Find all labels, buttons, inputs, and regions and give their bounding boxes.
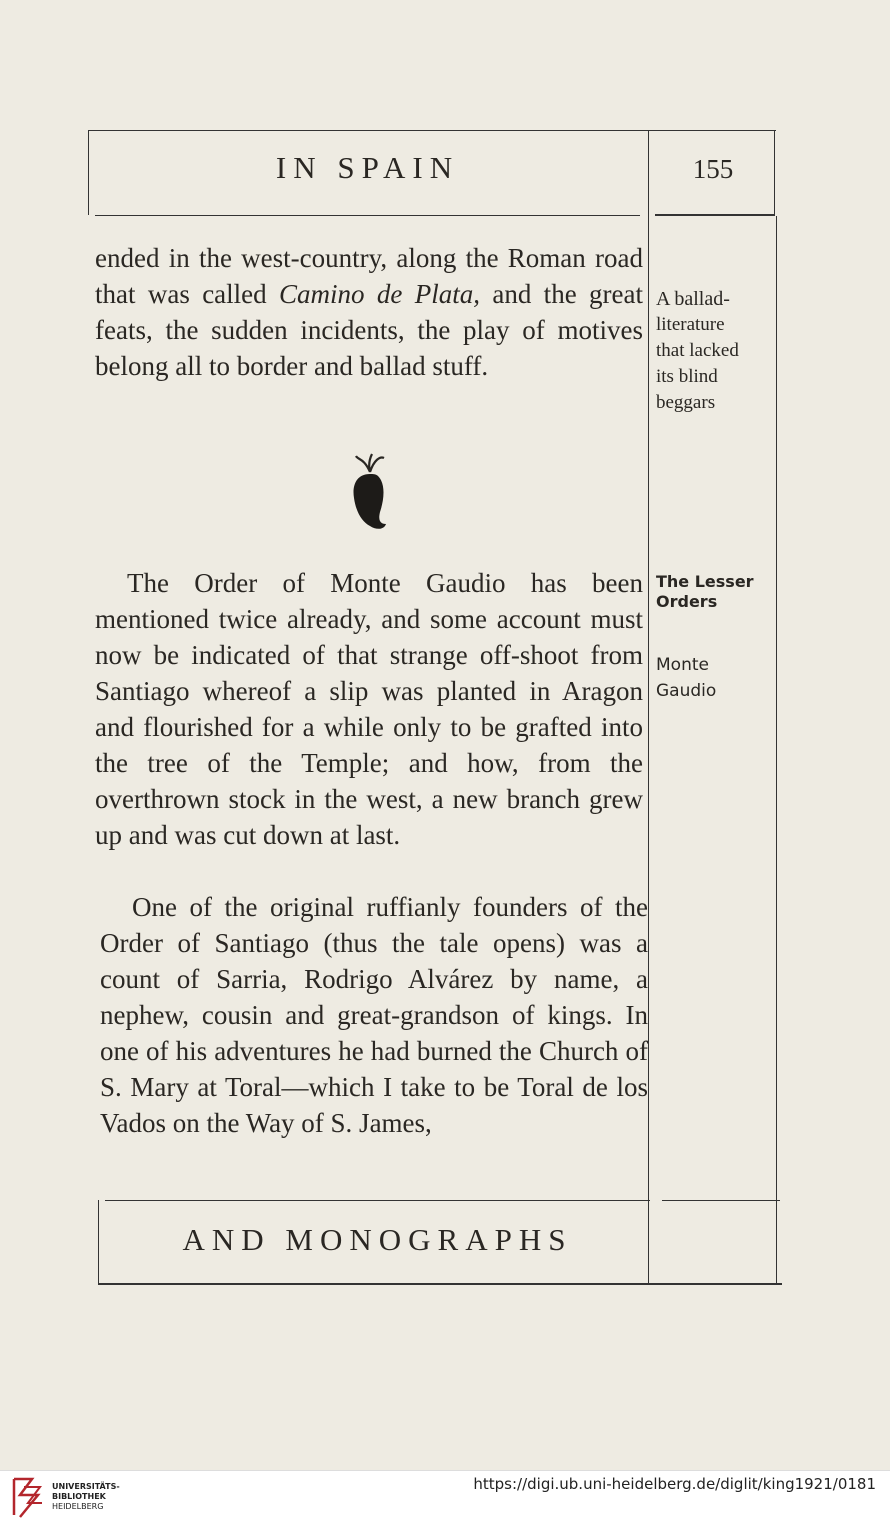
paragraph-1-italic: Camino de Plata, bbox=[279, 279, 480, 309]
library-logo-text[interactable] bbox=[52, 1482, 120, 1512]
sidenote-line: Orders bbox=[656, 592, 718, 611]
sidenote-line: literature bbox=[656, 314, 725, 335]
paragraph-1-text-b: and the great feats, the sudden incidents, the play of motives belong all to border and ballad stuff. bbox=[95, 279, 643, 381]
page-number: 155 bbox=[692, 154, 734, 184]
paragraph-3: One of the original ruffianly founders of the Order of Santiago (thus the tale opens) was a count of Sarria, Rodrigo Alvárez by name, a nephew, cousin and great-grandson of kings. In one of his adventures he had burned the Church of S. Mary at Toral—which I take to be Toral de los Vados on the Way of S. James, bbox=[100, 892, 648, 1138]
frame-bottom-rule bbox=[98, 1283, 782, 1285]
paragraph-2: The Order of Monte Gaudio has been mentioned twice already, and some account must now be indicated of that strange off-shoot from Santiago whereof a slip was planted in Aragon and flourished for a while only to be grafted into the tree of the Temple; and how, from the overthrown stock in the west, a new branch grew up and was cut down at last. bbox=[95, 568, 643, 850]
footer-rule bbox=[105, 1200, 650, 1201]
sidenote-line: Gaudio bbox=[656, 681, 717, 701]
column-divider bbox=[648, 130, 649, 1284]
logo-line: BIBLIOTHEK bbox=[52, 1492, 106, 1501]
logo-line: UNIVERSITÄTS- bbox=[52, 1482, 120, 1491]
sidenote-line: The Lesser bbox=[656, 572, 754, 591]
library-logo-icon[interactable] bbox=[10, 1473, 46, 1521]
header-side-rule bbox=[655, 214, 775, 216]
sidenote-line: Monte bbox=[656, 655, 709, 675]
sidenote-line: its blind bbox=[656, 366, 718, 387]
sidenote-ballad-literature bbox=[656, 286, 778, 416]
sidenote-lesser-orders bbox=[656, 572, 778, 612]
frame-top-rule bbox=[88, 130, 776, 131]
frame-left-top-rule bbox=[88, 130, 89, 215]
sidenote-line: A ballad- bbox=[656, 288, 730, 310]
sidenote-line: that lacked bbox=[656, 340, 739, 361]
paragraph-1-text-a: ended in the west-country, along the Roman road that was called bbox=[95, 243, 643, 309]
paragraph-1 bbox=[95, 240, 643, 384]
pomegranate-ornament-icon bbox=[350, 450, 390, 535]
running-head: IN SPAIN bbox=[275, 150, 460, 185]
sidenote-monte-gaudio bbox=[656, 652, 778, 704]
logo-line: HEIDELBERG bbox=[52, 1502, 104, 1511]
permalink-url[interactable]: https://digi.ub.uni-heidelberg.de/diglit/king1921/0181 bbox=[473, 1475, 876, 1493]
frame-left-bottom-rule bbox=[98, 1200, 99, 1284]
footer-side-rule bbox=[662, 1200, 780, 1201]
header-rule bbox=[95, 215, 640, 216]
running-foot: AND MONOGRAPHS bbox=[182, 1222, 573, 1257]
sidenote-line: beggars bbox=[656, 392, 716, 413]
